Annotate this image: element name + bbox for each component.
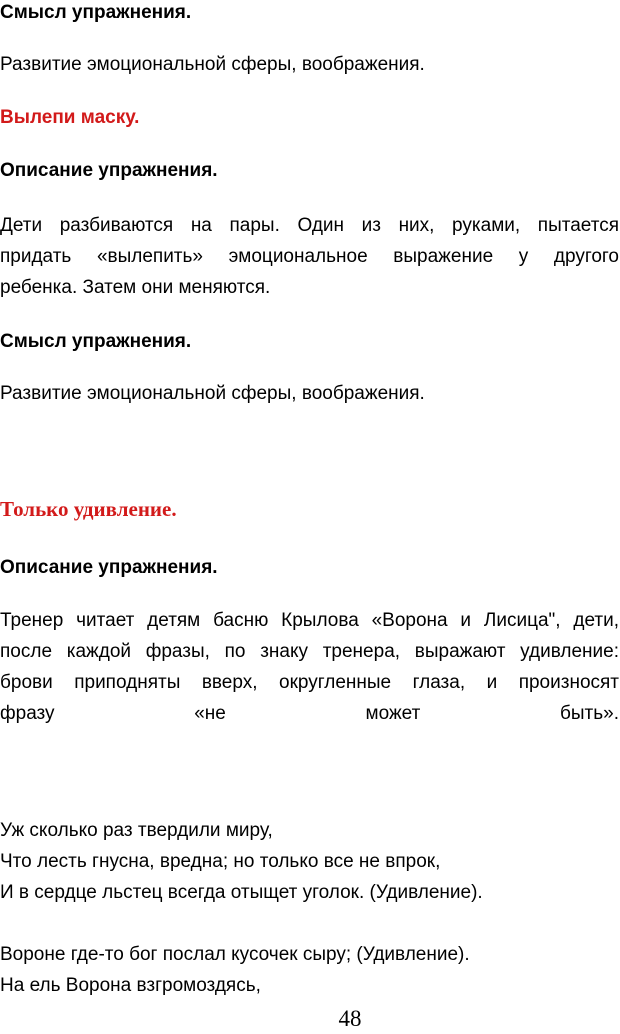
fable-quote <box>0 939 619 1001</box>
fable-line: Уж сколько раз твердили миру, <box>0 820 273 841</box>
meaning-heading: Смысл упражнения. <box>0 2 192 23</box>
exercise-title: Вылепи маску. <box>0 107 140 128</box>
meaning-text: Развитие эмоциональной сферы, воображения. <box>0 383 425 404</box>
description-heading: Описание упражнения. <box>0 557 218 578</box>
paragraph-line: придать «вылепить» эмоциональное выражение у другого <box>0 246 619 267</box>
meaning-heading: Смысл упражнения. <box>0 331 192 352</box>
fable-line: И в сердце льстец всегда отыщет уголок. (Удивление). <box>0 882 483 903</box>
fable-line: Вороне где-то бог послал кусочек сыру; (Удивление). <box>0 944 470 965</box>
paragraph-line: Тренер читает детям басню Крылова «Ворона и Лисица", дети, <box>0 610 619 631</box>
description-heading: Описание упражнения. <box>0 160 218 181</box>
description-paragraph <box>0 605 619 729</box>
meaning-text: Развитие эмоциональной сферы, воображения. <box>0 54 425 75</box>
paragraph-line: брови приподняты вверх, округленные глаза, и произносят <box>0 672 619 693</box>
paragraph-line: фразу «не может быть». <box>0 703 619 724</box>
fable-line: Что лесть гнусна, вредна; но только все не впрок, <box>0 851 441 872</box>
description-paragraph <box>0 210 619 303</box>
page-number: 48 <box>338 1006 362 1031</box>
fable-quote <box>0 815 619 908</box>
paragraph-line: Дети разбиваются на пары. Один из них, руками, пытается <box>0 215 619 236</box>
paragraph-line: ребенка. Затем они меняются. <box>0 277 271 298</box>
fable-line: На ель Ворона взгромоздясь, <box>0 975 261 996</box>
paragraph-line: после каждой фразы, по знаку тренера, выражают удивление: <box>0 641 619 662</box>
exercise-title: Только удивление. <box>0 497 177 521</box>
